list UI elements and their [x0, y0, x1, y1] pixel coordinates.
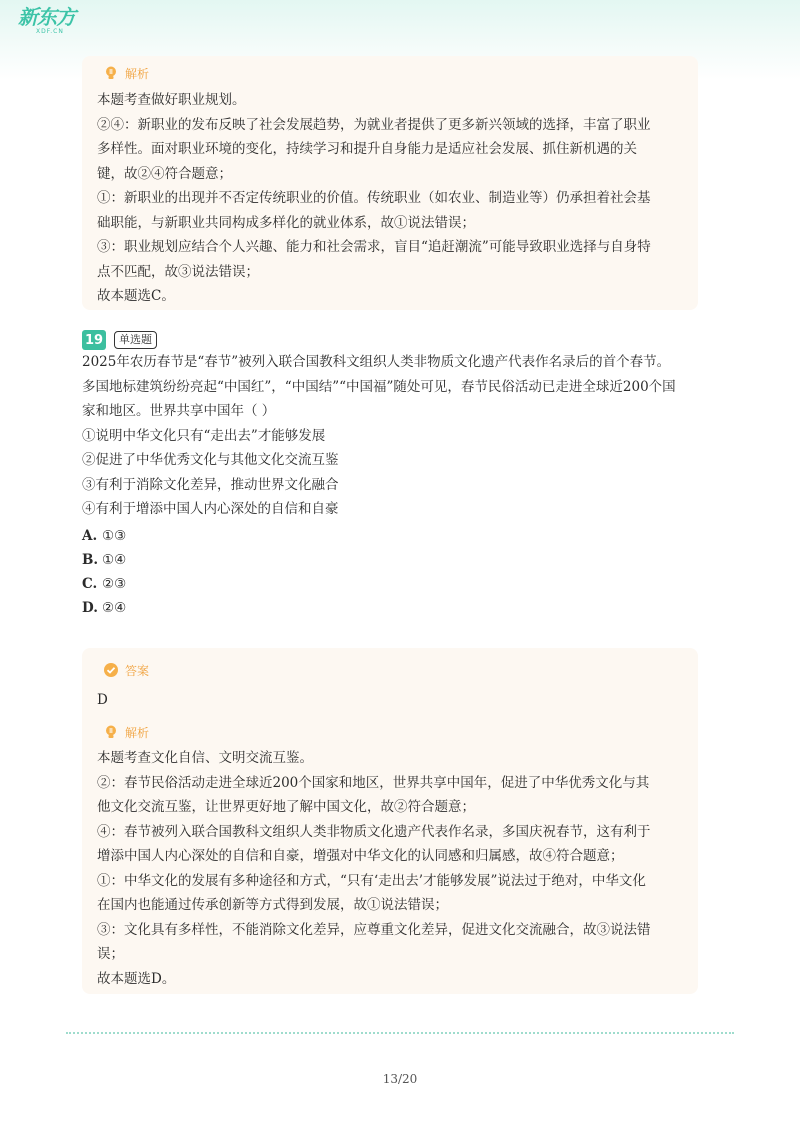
analysis-line: 误；	[97, 946, 124, 962]
stem-line: 多国地标建筑纷纷亮起“中国红”，“中国结”“中国福”随处可见，春节民俗活动已走进全球近200个国	[82, 378, 676, 395]
stem-line: ②促进了中华优秀文化与其他文化交流互鉴	[82, 452, 339, 468]
analysis-line: ②：春节民俗活动走进全球近200个国家和地区，世界共享中国年，促进了中华优秀文化与其	[97, 774, 650, 791]
analysis-line: ②④：新职业的发布反映了社会发展趋势，为就业者提供了更多新兴领域的选择，丰富了职业	[97, 116, 651, 133]
analysis-line: 故本题选C。	[97, 288, 175, 304]
answer-label	[103, 660, 149, 680]
logo-subtext: XDF.CN	[36, 28, 64, 35]
question-number-badge: 19	[82, 330, 106, 350]
analysis-line: 增添中国人内心深处的自信和自豪，增强对中华文化的认同感和归属感，故④符合题意；	[97, 848, 624, 864]
analysis-line: ③：文化具有多样性，不能消除文化差异，应尊重文化差异，促进文化交流融合，故③说法错	[97, 921, 651, 938]
analysis-text-top	[97, 88, 677, 309]
option-text: ②④	[102, 600, 127, 616]
answer-label-text: 答案	[125, 663, 150, 678]
option-letter: D.	[82, 600, 98, 616]
analysis-line: 本题考查文化自信、文明交流互鉴。	[97, 750, 313, 766]
check-badge-icon	[103, 662, 119, 678]
answer-options	[82, 524, 126, 620]
page-number: 13/20	[382, 1072, 418, 1086]
analysis-line: 多样性。面对职业环境的变化，持续学习和提升自身能力是适应社会发展、抓住新机遇的关	[97, 141, 637, 157]
analysis-line: ①：中华文化的发展有多种途径和方式，“只有‘走出去’才能够发展”说法过于绝对，中华文化	[97, 872, 646, 889]
stem-line: 家和地区。世界共享中国年（ ）	[82, 403, 276, 419]
analysis-text-bottom	[97, 746, 677, 991]
question-type-badge: 单选题	[114, 331, 157, 349]
analysis-line: ③：职业规划应结合个人兴趣、能力和社会需求，盲目“追赶潮流”可能导致职业选择与自身特	[97, 239, 651, 255]
analysis-label-bottom	[103, 722, 149, 742]
option-1[interactable]	[82, 524, 126, 548]
analysis-line: 点不匹配，故③说法错误；	[97, 263, 259, 280]
analysis-label-text: 解析	[125, 725, 150, 740]
analysis-line: 故本题选D。	[97, 970, 176, 987]
option-text: ①③	[102, 528, 127, 544]
option-letter: B.	[82, 552, 99, 568]
analysis-label-text: 解析	[125, 66, 150, 81]
question-stem	[82, 350, 702, 522]
logo-text: 新东方	[18, 5, 75, 29]
answer-value: D	[97, 692, 108, 708]
option-letter: A.	[82, 528, 98, 544]
stem-line: 2025年农历春节是“春节”被列入联合国教科文组织人类非物质文化遗产代表作名录后的首个春节。	[82, 354, 671, 370]
option-text: ②③	[102, 576, 127, 592]
analysis-line: 本题考查做好职业规划。	[97, 92, 246, 108]
analysis-line: ④：春节被列入联合国教科文组织人类非物质文化遗产代表作名录，多国庆祝春节，这有利于	[97, 823, 651, 840]
analysis-line: 他文化交流互鉴，让世界更好地了解中国文化，故②符合题意；	[97, 799, 475, 815]
analysis-line: ①：新职业的出现并不否定传统职业的价值。传统职业（如农业、制造业等）仍承担着社会基	[97, 190, 651, 206]
stem-line: ③有利于消除文化差异，推动世界文化融合	[82, 476, 339, 493]
analysis-line: 在国内也能通过传承创新等方式得到发展，故①说法错误；	[97, 897, 448, 913]
option-text: ①④	[102, 552, 127, 568]
option-letter: C.	[82, 576, 98, 592]
brand-logo	[18, 6, 78, 46]
footer-divider	[66, 1032, 734, 1034]
option-4[interactable]	[82, 596, 126, 620]
lightbulb-icon	[103, 65, 119, 81]
stem-line: ④有利于增添中国人内心深处的自信和自豪	[82, 501, 339, 517]
stem-line: ①说明中华文化只有“走出去”才能够发展	[82, 427, 326, 444]
option-3[interactable]	[82, 572, 126, 596]
option-2[interactable]	[82, 548, 126, 572]
analysis-label-top	[103, 63, 149, 83]
lightbulb-icon	[103, 724, 119, 740]
question-header	[82, 330, 157, 350]
analysis-line: 键，故②④符合题意；	[97, 165, 232, 182]
analysis-line: 础职能，与新职业共同构成多样化的就业体系，故①说法错误；	[97, 214, 475, 231]
